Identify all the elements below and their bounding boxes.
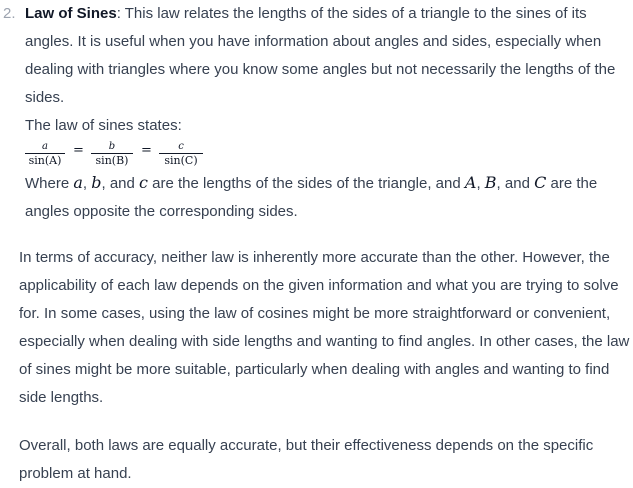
fraction-b-numerator: b	[108, 141, 116, 152]
fraction-c	[159, 141, 203, 167]
fraction-a	[25, 141, 65, 167]
fraction-c-denominator: sin(C)	[164, 154, 198, 167]
equals-sign: =	[73, 143, 84, 158]
list-item-law-of-sines	[3, 0, 629, 226]
variable-b: b	[91, 173, 102, 192]
fraction-a-numerator: a	[42, 141, 48, 152]
law-statement-label: The law of sines states:	[25, 117, 182, 134]
law-of-sines-title: Law of Sines	[25, 5, 117, 22]
explanation-text: Where	[25, 175, 74, 192]
variable-B: B	[484, 173, 497, 192]
variable-explanation	[25, 169, 629, 226]
equals-sign: =	[141, 143, 152, 158]
fraction-a-denominator: sin(A)	[28, 154, 62, 167]
law-of-sines-intro: : This law relates the lengths of the sides of a triangle to the sines of its angles. It is useful when you have information about angles and sides, especially when dealing with triangles where you know some angles but not necessarily the lengths of the sides.	[25, 5, 616, 106]
explanation-text: are the angles opposite the corresponding sides.	[25, 175, 598, 220]
variable-A: A	[464, 173, 477, 192]
conclusion-paragraph: Overall, both laws are equally accurate, but their effectiveness depends on the specific problem at hand.	[19, 437, 594, 482]
fraction-b-denominator: sin(B)	[95, 154, 129, 167]
fraction-c-numerator: c	[178, 141, 184, 152]
law-of-sines-description	[25, 0, 629, 112]
fraction-b	[91, 141, 133, 167]
separator: , and	[101, 175, 140, 192]
variable-c: c	[139, 173, 148, 192]
separator: , and	[496, 175, 535, 192]
accuracy-paragraph: In terms of accuracy, neither law is inherently more accurate than the other. However, the applicability of each law depends on the given information and what you are trying to solve for. In some cases, using the law of cosines might be more straightforward or convenient, especially when dealing with side lengths and wanting to find angles. In other cases, the law of sines might be more suitable, particularly when dealing with angles and wanting to find side lengths.	[19, 249, 630, 406]
variable-a: a	[73, 173, 83, 192]
list-number: 2.	[3, 5, 16, 22]
separator: ,	[476, 175, 485, 192]
separator: ,	[82, 175, 92, 192]
law-of-sines-formula	[25, 139, 629, 169]
variable-C: C	[534, 173, 547, 192]
explanation-text: are the lengths of the sides of the triangle, and	[148, 175, 465, 192]
